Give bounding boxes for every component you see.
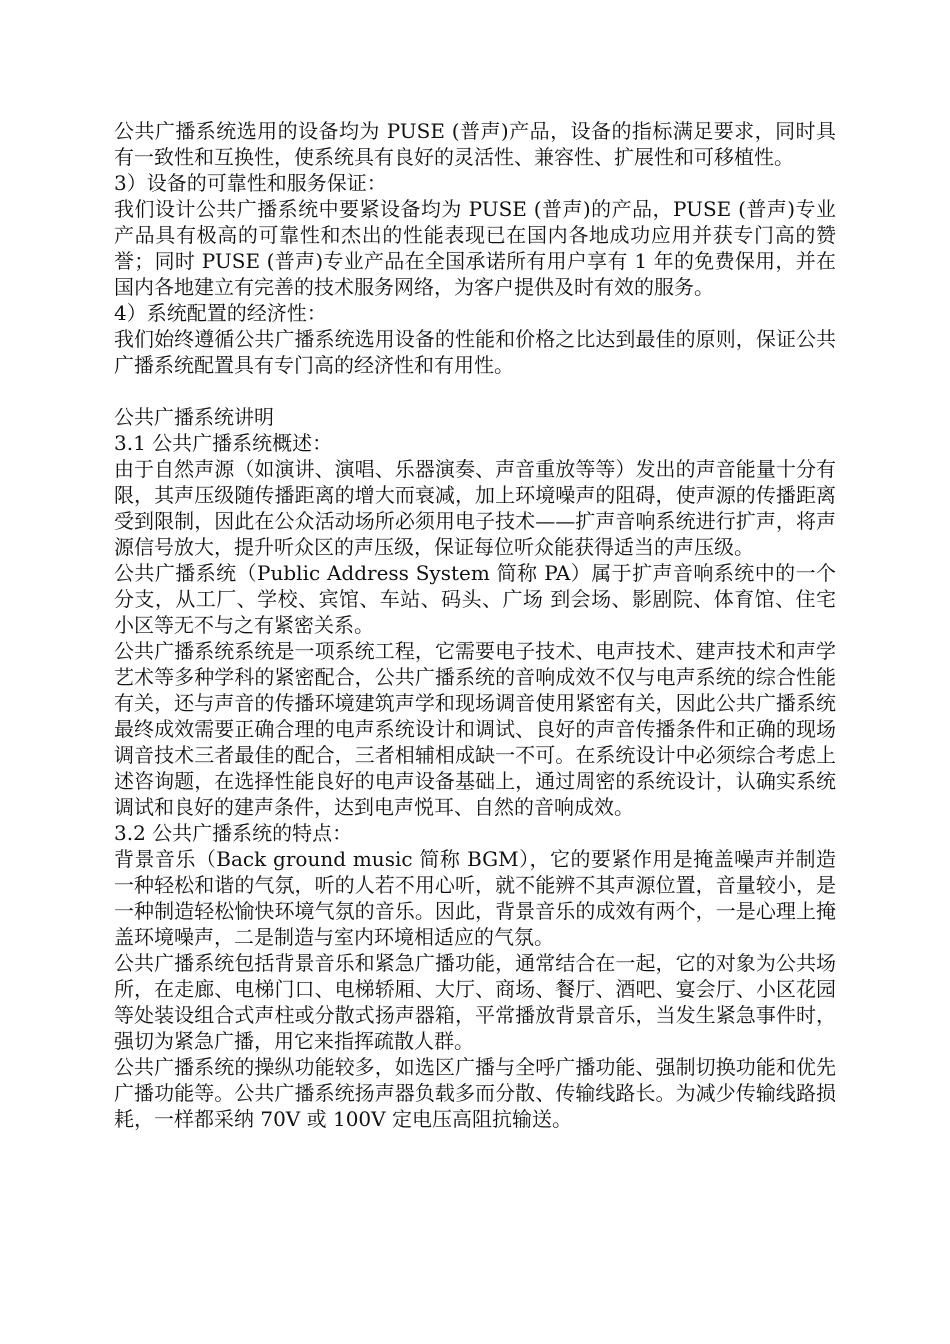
paragraph-reliability-service: 我们设计公共广播系统中要紧设备均为 PUSE (普声)的产品，PUSE (普声)专业产品具有极高的可靠性和杰出的性能表现已在国内各地成功应用并获专门高的赞誉；同时 PUSE (普声)专业产品在全国承诺所有用户享有 1 年的免费保用，并在国内各地建立有完善的技术服务网络，为客户提供及时有效的服务。	[114, 197, 836, 299]
paragraph-economy: 我们始终遵循公共广播系统选用设备的性能和价格之比达到最佳的原则，保证公共广播系统配置具有专门高的经济性和有用性。	[114, 327, 836, 377]
heading-overview: 3.1 公共广播系统概述：	[114, 431, 333, 455]
paragraph-emergency-broadcast: 公共广播系统包括背景音乐和紧急广播功能，通常结合在一起，它的对象为公共场所，在走廊、电梯门口、电梯轿厢、大厅、商场、餐厅、酒吧、宴会厅、小区花园等处装设组合式声柱或分散式扬声器箱，平常播放背景音乐，当发生紧急事件时，强切为紧急广播，用它来指挥疏散人群。	[114, 951, 836, 1053]
paragraph-system-engineering: 公共广播系统系统是一项系统工程，它需要电子技术、电声技术、建声技术和声学艺术等多种学科的紧密配合，公共广播系统的音响成效不仅与电声系统的综合性能有关，还与声音的传播环境建筑声学和现场调音使用紧密有关，因此公共广播系统最终成效需要正确合理的电声系统设计和调试、良好的声音传播条件和正确的现场调音技术三者最佳的配合，三者相辅相成缺一不可。在系统设计中必须综合考虑上述咨询题，在选择性能良好的电声设备基础上，通过周密的系统设计，认确实系统调试和良好的建声条件，达到电声悦耳、自然的音响成效。	[114, 639, 836, 819]
heading-system-description: 公共广播系统讲明	[114, 405, 274, 429]
heading-features: 3.2 公共广播系统的特点：	[114, 821, 353, 845]
document-page	[114, 118, 836, 1132]
paragraph-natural-sound-source: 由于自然声源（如演讲、演唱、乐器演奏、声音重放等等）发出的声音能量十分有限，其声压级随传播距离的增大而衰减，加上环境噪声的阻碍，使声源的传播距离受到限制，因此在公众活动场所必须用电子技术——扩声音响系统进行扩声，将声源信号放大，提升听众区的声压级，保证每位听众能获得适当的声压级。	[114, 457, 836, 559]
heading-economy: 4）系统配置的经济性：	[114, 301, 327, 325]
paragraph-control-functions: 公共广播系统的操纵功能较多，如选区广播与全呼广播功能、强制切换功能和优先广播功能等。公共广播系统扬声器负载多而分散、传输线路长。为减少传输线路损耗，一样都采纳 70V 或 100V 定电压高阻抗输送。	[114, 1055, 836, 1131]
blank-line	[114, 378, 836, 404]
paragraph-equipment-compatibility: 公共广播系统选用的设备均为 PUSE (普声)产品，设备的指标满足要求，同时具有一致性和互换性，使系统具有良好的灵活性、兼容性、扩展性和可移植性。	[114, 119, 836, 169]
heading-reliability-service: 3）设备的可靠性和服务保证：	[114, 171, 387, 195]
paragraph-background-music: 背景音乐（Back ground music 简称 BGM），它的要紧作用是掩盖噪声并制造一种轻松和谐的气氛，听的人若不用心听，就不能辨不其声源位置，音量较小，是一种制造轻松愉快环境气氛的音乐。因此，背景音乐的成效有两个，一是心理上掩盖环境噪声，二是制造与室内环境相适应的气氛。	[114, 847, 836, 949]
paragraph-public-address-definition: 公共广播系统（Public Address System 简称 PA）属于扩声音响系统中的一个分支，从工厂、学校、宾馆、车站、码头、广场 到会场、影剧院、体育馆、住宅小区等无不与之有紧密关系。	[114, 561, 836, 637]
